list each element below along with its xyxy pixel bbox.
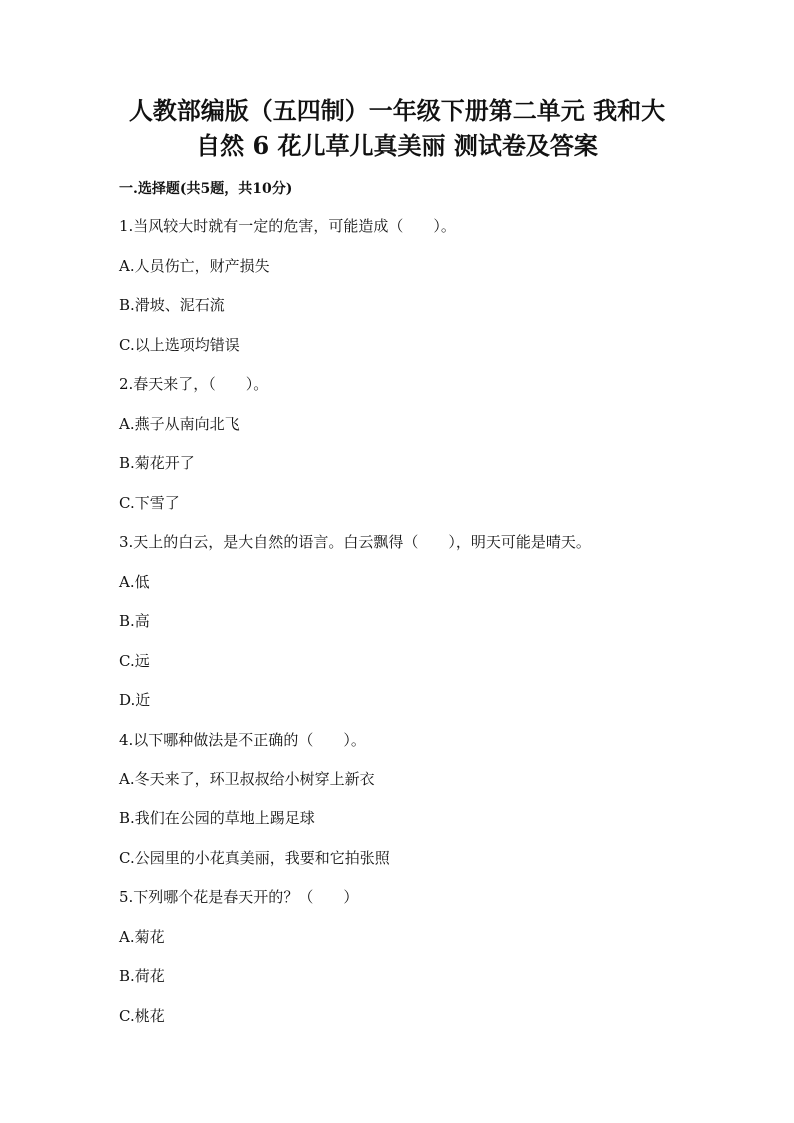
document-title-line-2: 自然 6 花儿草儿真美丽 测试卷及答案 [196,131,598,160]
question-2-option-c: C.下雪了 [119,494,180,512]
question-4-option-a: A.冬天来了，环卫叔叔给小树穿上新衣 [119,770,375,788]
question-1-option-c: C.以上选项均错误 [119,336,240,354]
question-2-stem: 2.春天来了，（ ）。 [119,375,269,393]
question-2-option-a: A.燕子从南向北飞 [119,415,240,433]
question-4-stem: 4.以下哪种做法是不正确的（ ）。 [119,731,366,749]
question-3-option-b: B.高 [119,612,150,630]
question-1-option-b: B.滑坡、泥石流 [119,296,225,314]
question-5-option-b: B.荷花 [119,967,165,985]
question-5-option-a: A.菊花 [119,928,165,946]
question-3-option-a: A.低 [119,573,150,591]
question-3-option-c: C.远 [119,652,150,670]
question-5-stem: 5.下列哪个花是春天开的？（ ） [119,888,359,906]
question-3-stem: 3.天上的白云，是大自然的语言。白云飘得（ ），明天可能是晴天。 [119,533,591,551]
question-1-stem: 1.当风较大时就有一定的危害，可能造成（ ）。 [119,217,456,235]
section-heading: 一.选择题(共5题，共10分) [119,181,293,197]
question-5-option-c: C.桃花 [119,1007,165,1025]
question-4-option-b: B.我们在公园的草地上踢足球 [119,809,315,827]
question-4-option-c: C.公园里的小花真美丽，我要和它拍张照 [119,849,390,867]
question-3-option-d: D.近 [119,691,151,709]
question-2-option-b: B.菊花开了 [119,454,195,472]
question-1-option-a: A.人员伤亡，财产损失 [119,257,270,275]
document-title-line-1: 人教部编版（五四制）一年级下册第二单元 我和大 [128,96,666,125]
